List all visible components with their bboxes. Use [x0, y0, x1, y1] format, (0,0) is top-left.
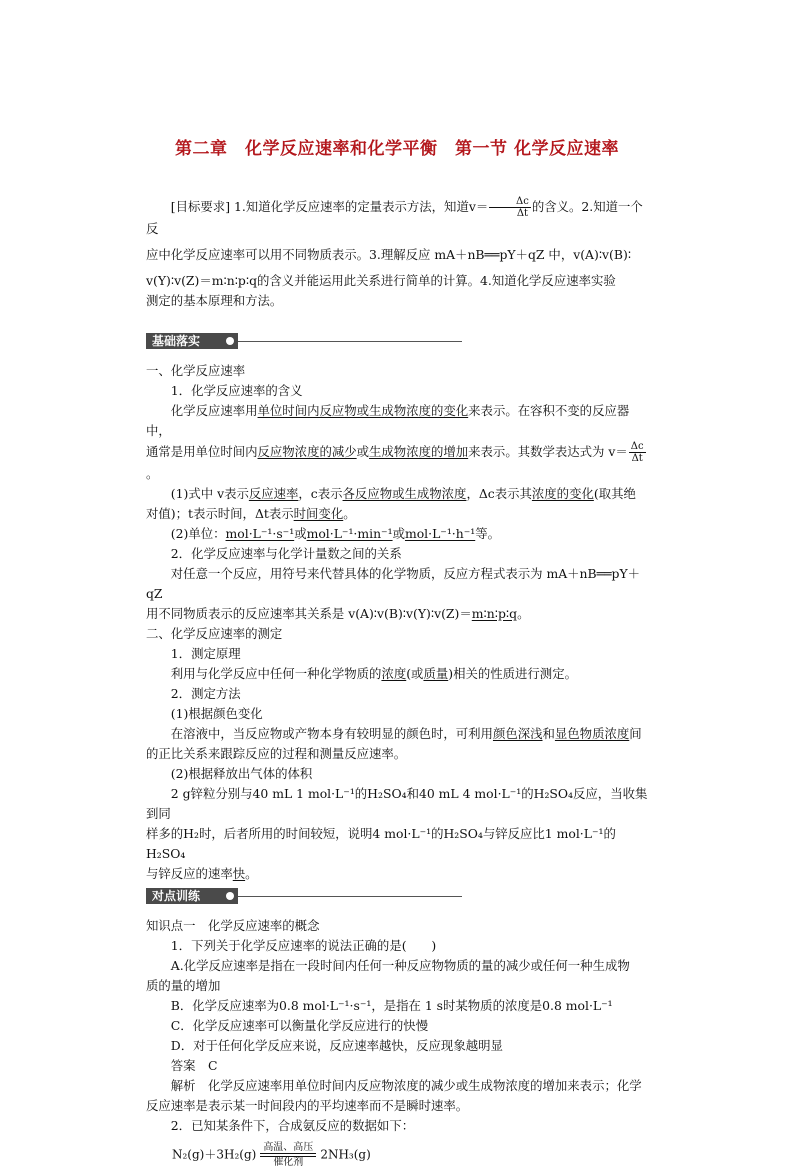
goals-paragraph: [目标要求] 1.知道化学反应速率的定量表示方法，知道v＝ $\frac{\Delta c}{\Delta t}$ 的含义。2.知道一个反	[146, 196, 643, 236]
underlined-answer: m∶n∶p∶q	[471, 606, 518, 621]
underlined-answer: mol·L⁻¹·h⁻¹	[404, 526, 476, 541]
underlined-answer: 浓度	[381, 666, 407, 681]
paragraph: 2 g锌粒分别与40 mL 1 mol·L⁻¹的H₂SO₄和40 mL 4 mol·L⁻¹的H₂SO₄反应，当收集到同	[146, 786, 648, 821]
paragraph: (2)单位：mol·L⁻¹·s⁻¹或mol·L⁻¹·min⁻¹或mol·L⁻¹·h⁻¹等。	[170, 526, 501, 541]
underlined-answer: 质量	[423, 666, 449, 681]
underlined-answer: mol·L⁻¹·min⁻¹	[306, 526, 393, 541]
subheading: 1．测定原理	[170, 646, 241, 661]
paragraph: 通常是用单位时间内反应物浓度的减少或生成物浓度的增加来表示。其数学表达式为 v＝ $\frac{\Delta c}{\Delta t}$ 。	[146, 441, 644, 481]
underlined-answer: 时间变化	[293, 506, 344, 521]
underlined-answer: 浓度的变化	[531, 486, 594, 501]
subheading: 2．化学反应速率与化学计量数之间的关系	[170, 546, 402, 561]
paragraph: 的正比关系来跟踪反应的过程和测量反应速率。	[146, 746, 407, 761]
underlined-answer: 单位时间内反应物或生成物浓度的变化	[257, 403, 469, 418]
divider	[238, 896, 462, 897]
explanation: 反应速率是表示某一时间段内的平均速率而不是瞬时速率。	[146, 1098, 469, 1113]
page-title: 第二章 化学反应速率和化学平衡 第一节 化学反应速率	[175, 139, 619, 159]
reversible-arrow-icon: 高温、高压 催化剂	[260, 1142, 316, 1168]
underlined-answer: 各反应物或生成物浓度	[342, 486, 467, 501]
subheading: (1)根据颜色变化	[170, 706, 263, 721]
underlined-answer: 反应速率	[248, 486, 299, 501]
goals-text: 1.知道化学反应速率的定量表示方法，知道v＝	[233, 199, 489, 214]
paragraph: 对值)；t表示时间，Δt表示时间变化。	[146, 506, 356, 521]
paragraph: 用不同物质表示的反应速率其关系是 v(A)∶v(B)∶v(Y)∶v(Z)＝m∶n∶p∶q。	[146, 606, 530, 621]
paragraph: (1)式中 v表示反应速率，c表示各反应物或生成物浓度，Δc表示其浓度的变化(取其绝	[170, 486, 636, 501]
heading: 一、化学反应速率	[146, 363, 246, 378]
option-b: B．化学反应速率为0.8 mol·L⁻¹·s⁻¹，是指在 1 s时某物质的浓度是0.8 mol·L⁻¹	[170, 998, 613, 1013]
question: 2．已知某条件下，合成氨反应的数据如下：	[170, 1118, 415, 1133]
subheading: 1．化学反应速率的含义	[170, 383, 303, 398]
content-body	[146, 196, 654, 1168]
paragraph: 样多的H₂时，后者所用的时间较短，说明4 mol·L⁻¹的H₂SO₄与锌反应比1 mol·L⁻¹的H₂SO₄	[146, 826, 616, 861]
underlined-answer: 反应物浓度的减少	[257, 444, 357, 459]
bullet-icon	[226, 892, 234, 900]
paragraph: 与锌反应的速率快。	[146, 866, 258, 881]
paragraph: 利用与化学反应中任何一种化学物质的浓度(或质量)相关的性质进行测定。	[170, 666, 577, 681]
bullet-icon	[226, 337, 234, 345]
paragraph: 化学反应速率用单位时间内反应物或生成物浓度的变化来表示。在容积不变的反应器中，	[146, 403, 630, 438]
section-tag: 基础落实	[146, 333, 238, 349]
underlined-answer: 生成物浓度的增加	[369, 444, 469, 459]
question: 1．下列关于化学反应速率的说法正确的是( )	[170, 938, 437, 953]
section-banner-practice	[146, 886, 654, 908]
section-banner-basics	[146, 331, 654, 353]
goals-line: 测定的基本原理和方法。	[146, 293, 283, 308]
underlined-answer: 快	[232, 866, 246, 881]
paragraph: 对任意一个反应，用符号来代替具体的化学物质，反应方程式表示为 mA＋nB══pY＋qZ	[146, 566, 641, 601]
subheading: (2)根据释放出气体的体积	[170, 766, 313, 781]
rate-fraction: $\frac{\Delta c}{\Delta t}$	[630, 441, 644, 464]
option-d: D．对于任何化学反应来说，反应速率越快，反应现象越明显	[170, 1038, 503, 1053]
option-a-cont: 质的量的增加	[146, 978, 221, 993]
paragraph: 在溶液中，当反应物或产物本身有较明显的颜色时，可利用颜色深浅和显色物质浓度间	[170, 726, 642, 741]
goals-label: [目标要求]	[170, 199, 231, 214]
reaction-equation: N₂(g)＋3H₂(g) 高温、高压 催化剂 2NH₃(g)	[172, 1142, 371, 1168]
answer: 答案 C	[170, 1058, 218, 1073]
option-c: C．化学反应速率可以衡量化学反应进行的快慢	[170, 1018, 429, 1033]
underlined-answer: 颜色深浅	[492, 726, 543, 741]
heading: 二、化学反应速率的测定	[146, 626, 283, 641]
knowledge-point: 知识点一 化学反应速率的概念	[146, 918, 320, 933]
underlined-answer: 显色物质浓度	[554, 726, 630, 741]
divider	[238, 341, 462, 342]
underlined-answer: mol·L⁻¹·s⁻¹	[225, 526, 295, 541]
section-tag: 对点训练	[146, 888, 238, 904]
explanation: 解析 化学反应速率用单位时间内反应物浓度的减少或生成物浓度的增加来表示；化学	[170, 1078, 642, 1093]
rate-fraction: $\frac{\Delta c}{\Delta t}$	[489, 196, 531, 219]
goals-line: v(Y)∶v(Z)＝m∶n∶p∶q的含义并能运用此关系进行简单的计算。4.知道化学反应速率实验	[146, 273, 616, 288]
subheading: 2．测定方法	[170, 686, 241, 701]
option-a: A.化学反应速率是指在一段时间内任何一种反应物物质的量的减少或任何一种生成物	[170, 958, 630, 973]
goals-line: 应中化学反应速率可以用不同物质表示。3.理解反应 mA＋nB══pY＋qZ 中，v(A)∶v(B)∶	[146, 247, 632, 262]
